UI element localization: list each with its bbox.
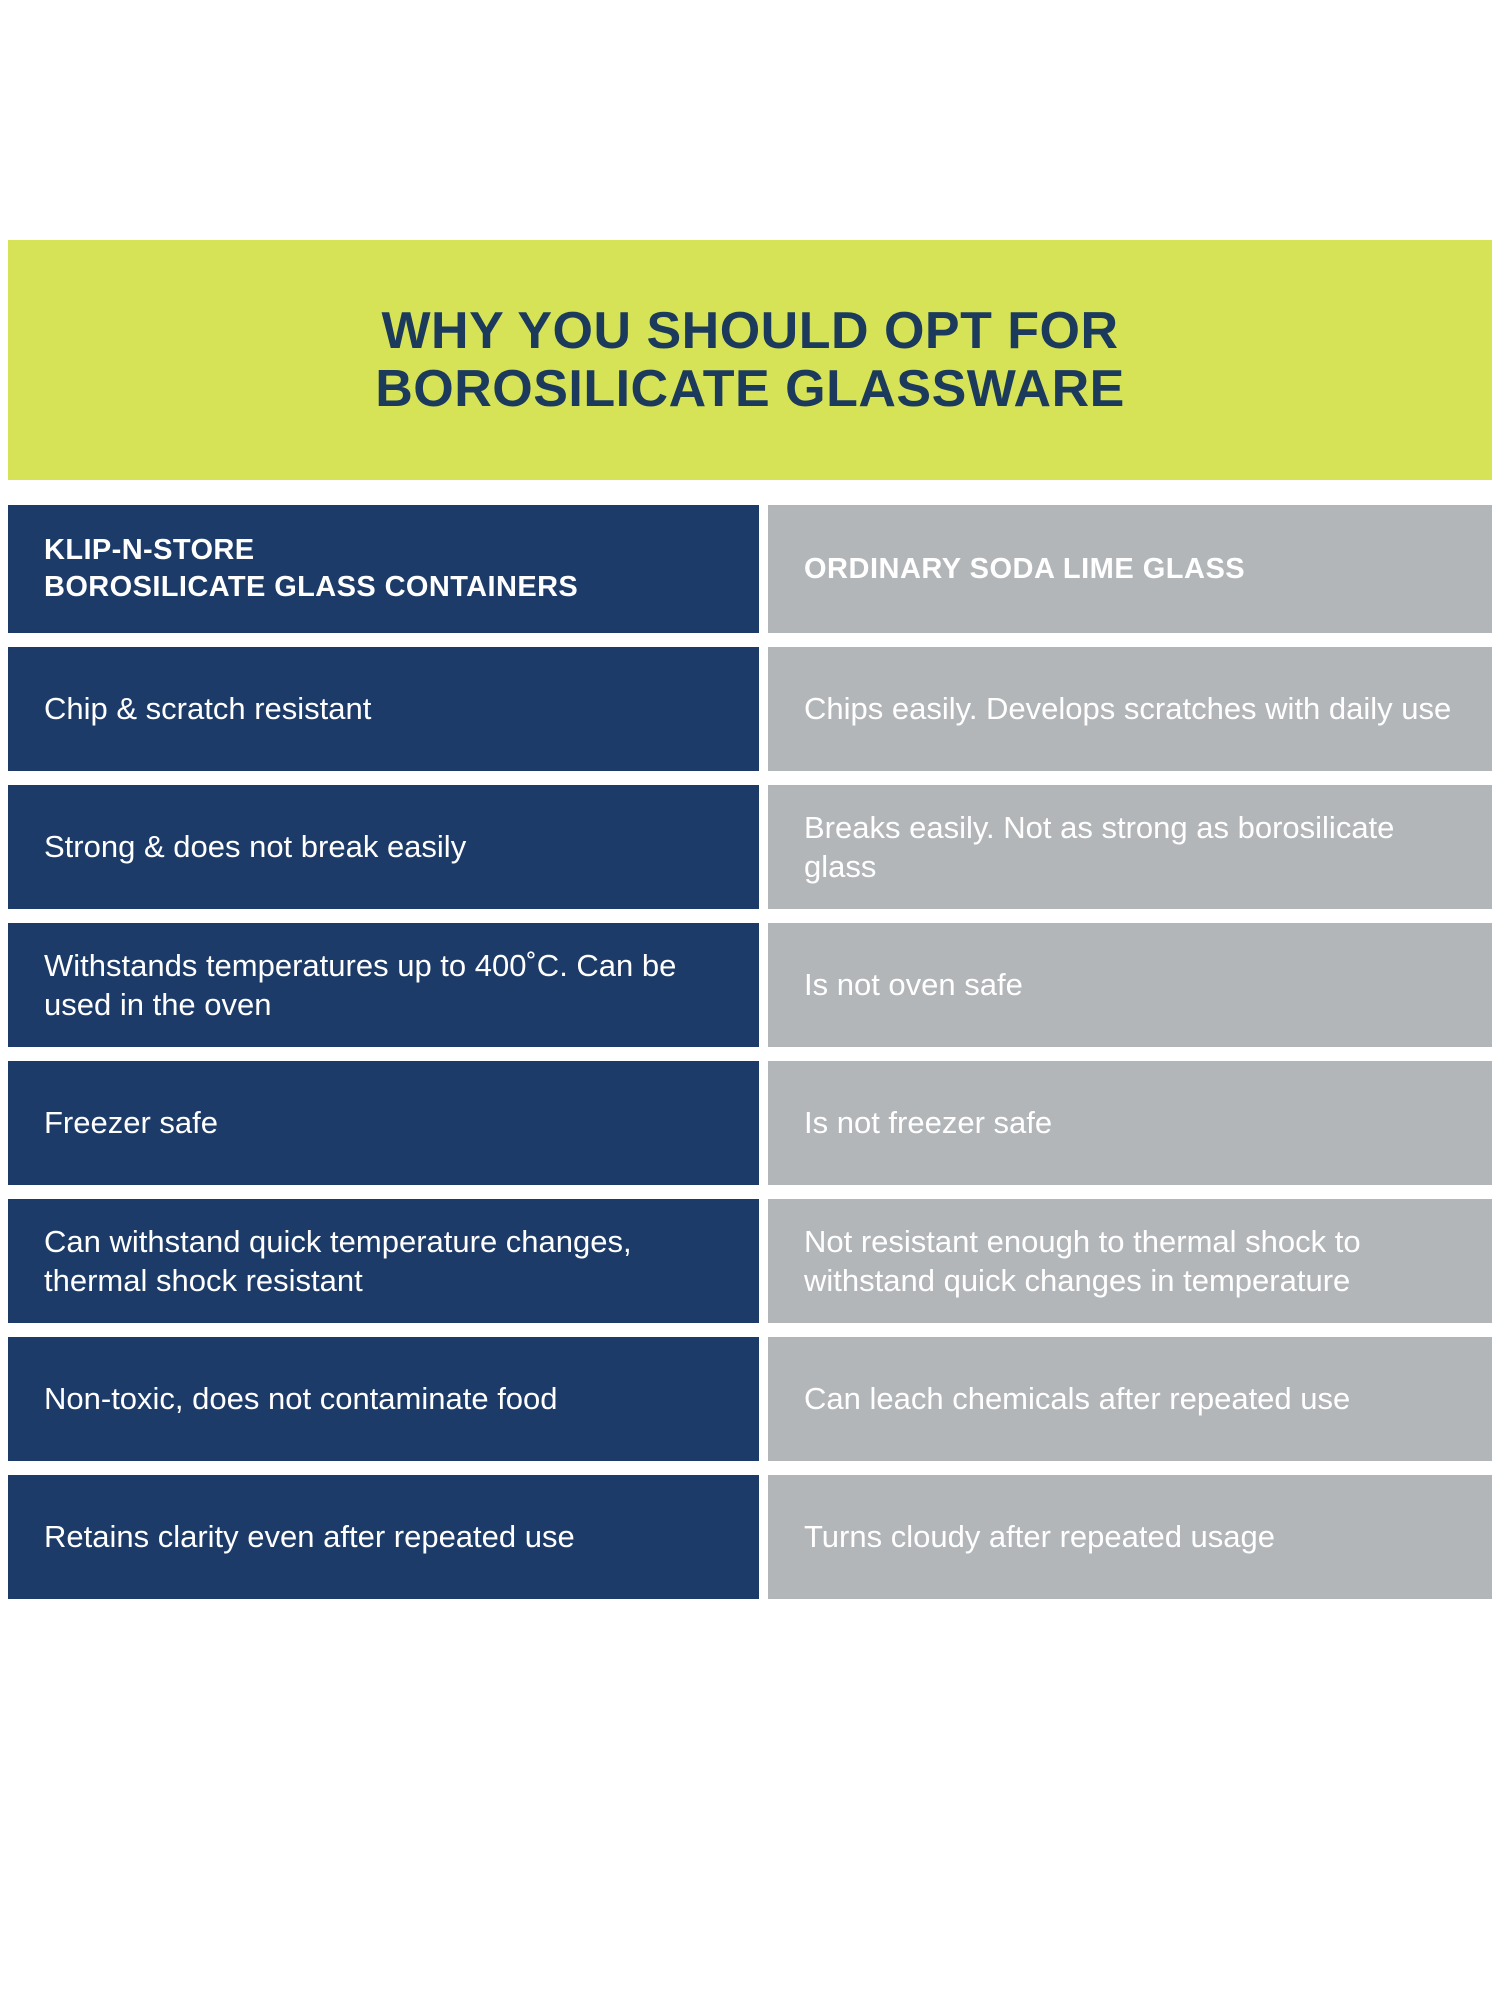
table-row xyxy=(8,785,1492,909)
header-cell-borosilicate xyxy=(8,505,759,633)
row-1-borosilicate-cell xyxy=(8,647,759,771)
header-cell-soda-lime xyxy=(768,505,1492,633)
header-borosilicate-text xyxy=(44,532,578,606)
table-row xyxy=(8,923,1492,1047)
row-6-soda-lime-cell xyxy=(768,1337,1492,1461)
header-soda-lime-text: ORDINARY SODA LIME GLASS xyxy=(804,552,1246,585)
row-5-borosilicate-cell xyxy=(8,1199,759,1323)
header-borosilicate-line-1: KLIP-N-STORE xyxy=(44,533,255,566)
comparison-table xyxy=(8,505,1492,1613)
row-7-soda-lime-text: Turns cloudy after repeated usage xyxy=(804,1519,1276,1555)
row-7-borosilicate-text: Retains clarity even after repeated use xyxy=(44,1519,575,1555)
row-3-borosilicate-text: Withstands temperatures up to 400˚C. Can be used in the oven xyxy=(44,947,677,1022)
table-row xyxy=(8,1199,1492,1323)
table-row xyxy=(8,1475,1492,1599)
table-row xyxy=(8,647,1492,771)
row-2-soda-lime-cell xyxy=(768,785,1492,909)
row-1-soda-lime-cell xyxy=(768,647,1492,771)
row-1-soda-lime-text: Chips easily. Develops scratches with daily use xyxy=(804,691,1452,727)
page-title-line-2: BOROSILICATE GLASSWARE xyxy=(375,360,1125,418)
row-5-soda-lime-text: Not resistant enough to thermal shock to withstand quick changes in temperature xyxy=(804,1223,1361,1298)
row-7-borosilicate-cell xyxy=(8,1475,759,1599)
row-6-borosilicate-text: Non-toxic, does not contaminate food xyxy=(44,1381,558,1417)
row-5-soda-lime-cell xyxy=(768,1199,1492,1323)
row-6-borosilicate-cell xyxy=(8,1337,759,1461)
row-4-soda-lime-cell xyxy=(768,1061,1492,1185)
row-7-soda-lime-cell xyxy=(768,1475,1492,1599)
header-borosilicate-line-2: BOROSILICATE GLASS CONTAINERS xyxy=(44,571,579,603)
row-3-soda-lime-text: Is not oven safe xyxy=(804,967,1023,1003)
table-header-row xyxy=(8,505,1492,633)
row-2-borosilicate-cell xyxy=(8,785,759,909)
row-2-borosilicate-text: Strong & does not break easily xyxy=(44,829,467,865)
row-2-soda-lime-text: Breaks easily. Not as strong as borosilicate glass xyxy=(804,809,1395,884)
table-row xyxy=(8,1061,1492,1185)
row-3-soda-lime-cell xyxy=(768,923,1492,1047)
row-3-borosilicate-cell xyxy=(8,923,759,1047)
row-1-borosilicate-text: Chip & scratch resistant xyxy=(44,691,372,727)
row-5-borosilicate-text: Can withstand quick temperature changes, thermal shock resistant xyxy=(44,1223,632,1298)
row-4-borosilicate-cell xyxy=(8,1061,759,1185)
row-6-soda-lime-text: Can leach chemicals after repeated use xyxy=(804,1381,1351,1417)
page-title xyxy=(375,302,1125,418)
table-row xyxy=(8,1337,1492,1461)
page-title-line-1: WHY YOU SHOULD OPT FOR xyxy=(381,301,1119,360)
title-banner xyxy=(8,240,1492,480)
row-4-borosilicate-text: Freezer safe xyxy=(44,1105,219,1141)
row-4-soda-lime-text: Is not freezer safe xyxy=(804,1105,1053,1141)
